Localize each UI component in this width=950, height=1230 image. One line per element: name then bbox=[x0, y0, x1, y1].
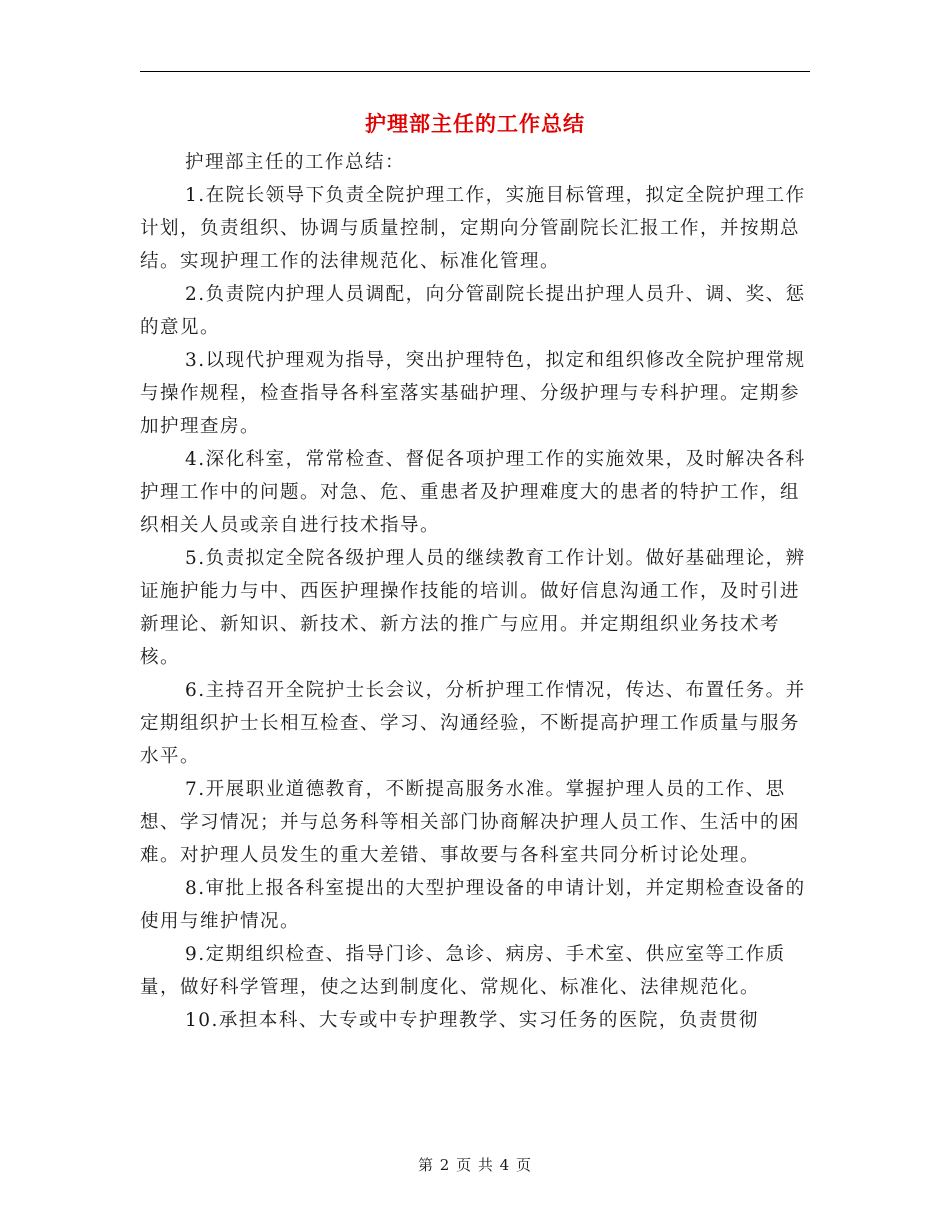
paragraph-4: 4.深化科室，常常检查、督促各项护理工作的实施效果，及时解决各科护理工作中的问题。对急、危、重患者及护理难度大的患者的特护工作，组织相关人员或亲自进行技术指导。 bbox=[140, 449, 806, 536]
paragraph-5: 5.负责拟定全院各级护理人员的继续教育工作计划。做好基础理论，辨证施护能力与中、西医护理操作技能的培训。做好信息沟通工作，及时引进新理论、新知识、新技术、新方法的推广与应用。并定期组织业务技术考核。 bbox=[140, 548, 806, 668]
paragraph-3: 3.以现代护理观为指导，突出护理特色，拟定和组织修改全院护理常规与操作规程，检查指导各科室落实基础护理、分级护理与专科护理。定期参加护理查房。 bbox=[140, 350, 806, 437]
paragraph-1: 1.在院长领导下负责全院护理工作，实施目标管理，拟定全院护理工作计划，负责组织、协调与质量控制，定期向分管副院长汇报工作，并按期总结。实现护理工作的法律规范化、标准化管理。 bbox=[140, 185, 806, 272]
document-title: 护理部主任的工作总结 bbox=[365, 111, 585, 136]
paragraph-9: 9.定期组织检查、指导门诊、急诊、病房、手术室、供应室等工作质量，做好科学管理，使之达到制度化、常规化、标准化、法律规范化。 bbox=[140, 944, 786, 998]
paragraph-10: 10.承担本科、大专或中专护理教学、实习任务的医院，负责贯彻 bbox=[185, 1010, 759, 1031]
intro-paragraph: 护理部主任的工作总结： bbox=[185, 152, 406, 173]
header-rule bbox=[140, 71, 810, 72]
paragraph-2: 2.负责院内护理人员调配，向分管副院长提出护理人员升、调、奖、惩的意见。 bbox=[140, 284, 806, 338]
paragraph-7: 7.开展职业道德教育，不断提高服务水准。掌握护理人员的工作、思想、学习情况；并与总务科等相关部门协商解决护理人员工作、生活中的困难。对护理人员发生的重大差错、事故要与各科室共同分析讨论处理。 bbox=[140, 779, 801, 866]
paragraph-6: 6.主持召开全院护士长会议，分析护理工作情况，传达、布置任务。并定期组织护士长相互检查、学习、沟通经验，不断提高护理工作质量与服务水平。 bbox=[140, 680, 806, 767]
paragraph-8: 8.审批上报各科室提出的大型护理设备的申请计划，并定期检查设备的使用与维护情况。 bbox=[140, 878, 806, 932]
page-number-footer: 第 2 页 共 4 页 bbox=[418, 1156, 532, 1174]
document-body bbox=[140, 146, 810, 1037]
